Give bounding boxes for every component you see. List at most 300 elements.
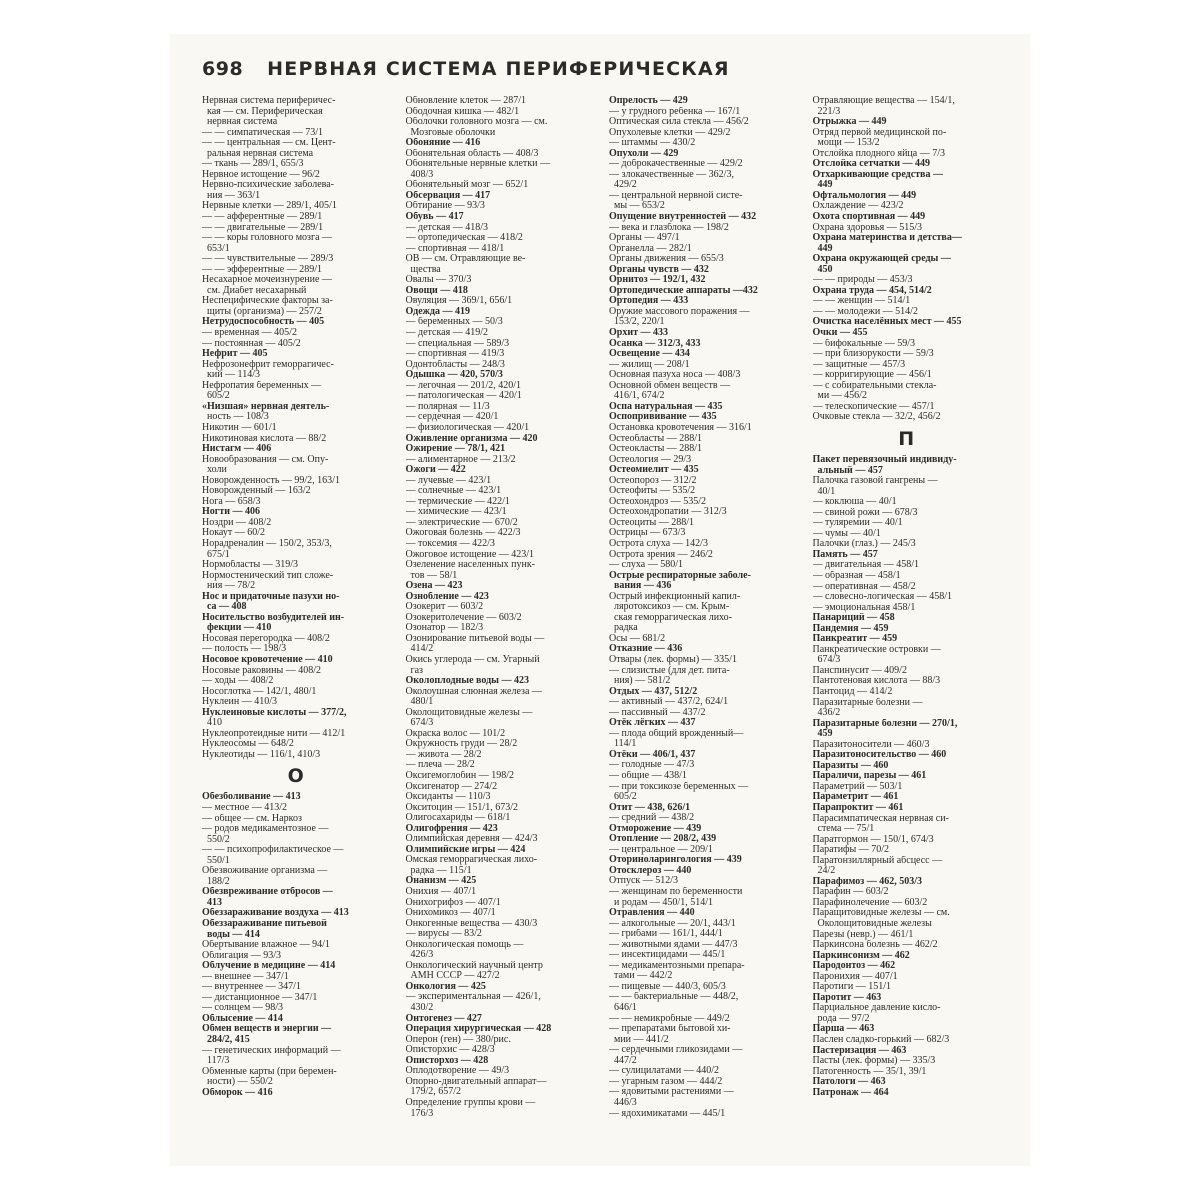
index-entry: — при токсикозе беременных —	[609, 781, 749, 792]
index-entry: Паратонзиллярный абсцесс —	[812, 855, 943, 866]
index-entry: Острый инфекционный капил-	[609, 591, 741, 602]
index-entry: Онкологическая помощь —	[405, 939, 524, 950]
index-entry: Опухоли — 429	[609, 148, 679, 159]
index-entry: радка — 115/1	[405, 865, 472, 876]
index-entry: Оплодотворение — 49/3	[405, 1066, 510, 1077]
index-column-4	[813, 96, 1001, 1119]
index-entry: Ожирение — 78/1, 421	[405, 444, 506, 455]
index-entry: — чумы — 40/1	[812, 528, 881, 539]
index-entry: Обоняние — 416	[405, 138, 481, 149]
index-entry: 179/2, 657/2	[405, 1087, 462, 1098]
index-entry: Органелла — 282/1	[609, 243, 692, 254]
index-entry: — образная — 458/1	[812, 570, 901, 581]
index-entry: 426/3	[405, 950, 434, 961]
index-entry: Паслен сладко-горький — 682/3	[812, 1035, 950, 1046]
index-entry: 653/1	[202, 243, 230, 254]
index-entry: Оспопрививание — 435	[609, 412, 717, 423]
index-entry: 410	[202, 718, 222, 729]
index-entry: — у грудного ребенка — 167/1	[609, 106, 741, 117]
index-entry: Остеокласты — 288/1	[609, 444, 703, 455]
index-entry: Патогенность — 35/1, 39/1	[812, 1066, 927, 1077]
index-entry: — родов медикаментозное —	[202, 824, 329, 835]
index-entry: — — женщин — 514/1	[812, 296, 911, 307]
index-entry: — — бактериальные — 448/2,	[609, 992, 739, 1003]
index-entry: Паразитарные болезни —	[812, 697, 923, 708]
index-entry: — — центральная — см. Цент-	[202, 138, 336, 149]
index-entry: Охота спортивная — 449	[812, 212, 926, 223]
index-entry: нервная система	[202, 117, 278, 128]
index-entry: — плеча — 28/2	[405, 760, 475, 771]
index-entry: — слизистые (для дет. пита-	[609, 665, 730, 676]
index-entry: — с собирательными стекла-	[812, 380, 937, 391]
index-entry: — специальная — 589/3	[405, 338, 510, 349]
index-entry: Обувь — 417	[405, 212, 464, 223]
index-entry: Ожоги — 422	[405, 465, 466, 476]
index-entry: Описторхис — 428/3	[405, 1045, 495, 1056]
index-entry: — солнечные — 423/1	[405, 486, 502, 497]
index-entry: Оториноларингология — 439	[609, 855, 742, 866]
index-entry: Остеомиелит — 435	[609, 465, 699, 476]
index-entry: — местное — 413/2	[202, 803, 288, 813]
index-entry: Отравляющие вещества — 154/1,	[812, 96, 955, 106]
index-entry: — — двигательные — 289/1	[202, 222, 324, 233]
index-column-2	[406, 96, 594, 1119]
index-entry: 675/1	[202, 549, 230, 560]
index-entry: Параметрий — 503/1	[812, 781, 903, 792]
index-entry: Нога — 658/3	[202, 496, 261, 507]
index-entry: — жилищ — 208/1	[609, 359, 690, 370]
index-entry: — свиной рожи — 678/3	[812, 507, 918, 518]
index-entry: ния — 363/1	[202, 190, 261, 201]
index-entry: Ноздри — 408/2	[202, 517, 272, 528]
index-entry: — общее — см. Наркоз	[202, 813, 302, 824]
index-entry: Патологи — 463	[812, 1077, 886, 1088]
index-entry: — — эфферентные — 289/1	[202, 264, 323, 275]
page-number: 698	[202, 58, 244, 80]
index-entry: Палочка газовой гангрены —	[812, 476, 938, 487]
index-entry: Оперон (ген) — 380/рис.	[405, 1034, 511, 1045]
index-entry: 416/1, 674/2	[609, 391, 665, 402]
index-entry: 550/1	[202, 855, 230, 866]
index-entry: — препаратами бытовой хи-	[609, 1024, 731, 1035]
index-entry: Парасимпатическая нервная си-	[812, 813, 949, 824]
index-entry: — словесно-логическая — 458/1	[812, 592, 953, 603]
index-entry: — — симпатическая — 73/1	[202, 127, 324, 138]
index-entry: Обезболивание — 413	[202, 792, 301, 803]
index-entry: Определение группы крови —	[405, 1097, 536, 1108]
index-entry: — телескопические — 457/1	[812, 401, 935, 412]
index-entry: Отказние — 436	[609, 644, 683, 655]
index-entry: Одежда — 419	[405, 306, 470, 317]
index-entry: — внутреннее — 347/1	[202, 982, 301, 993]
index-entry: Орхит — 433	[609, 328, 669, 339]
index-entry: — патологическая — 420/1	[405, 391, 522, 402]
index-entry: Обонятельная область — 408/3	[405, 148, 539, 159]
index-entry: Окружность груди — 28/2	[405, 739, 518, 750]
index-entry: Олигофрения — 423	[405, 823, 498, 834]
index-entry: Описторхоз — 428	[405, 1055, 489, 1066]
index-entry: — ядохимикатами — 445/1	[609, 1108, 726, 1119]
index-entry: Опорно-двигательный аппарат—	[405, 1076, 547, 1087]
index-entry: — вирусы — 83/2	[405, 929, 482, 940]
index-entry: — — психопрофилактическое —	[202, 845, 344, 856]
index-entry: Околощитовидные железы —	[405, 707, 533, 718]
index-entry: Отопление — 208/2, 439	[609, 834, 717, 845]
index-entry: Паротиги — 151/1	[812, 982, 891, 993]
index-entry: — корригирующие — 456/1	[812, 370, 932, 381]
index-column-3	[609, 96, 797, 1119]
index-entry: Околощитовидные железы	[812, 919, 932, 930]
index-entry: Параметрит — 461	[812, 792, 899, 803]
index-entry: радка	[609, 623, 638, 634]
index-entry: Парциальное давление кисло-	[812, 1003, 941, 1014]
index-entry: Палочки (глаз.) — 245/3	[812, 539, 916, 550]
index-entry: Охрана труда — 454, 514/2	[812, 285, 932, 296]
index-entry: Обонятельные нервные клетки —	[405, 159, 551, 170]
index-entry: — сулицилатами — 440/2	[609, 1066, 719, 1077]
index-entry: Нуклеосомы — 648/2	[202, 739, 294, 750]
index-entry: — сердечная — 420/1	[405, 412, 499, 423]
index-entry: Нистагм — 406	[202, 444, 272, 455]
index-entry: 674/3	[812, 655, 841, 666]
index-entry: са — 408	[202, 602, 247, 613]
index-entry: Нуклеин — 410/3	[202, 697, 277, 708]
index-entry: Нефропатия беременных —	[202, 380, 322, 391]
index-entry: Пасты (лек. формы) — 335/3	[812, 1056, 936, 1067]
dictionary-page	[170, 34, 1030, 1166]
index-entry: Охрана материнства и детства—	[812, 233, 962, 244]
index-entry: Нефрит — 405	[202, 349, 268, 360]
index-entry: Парезы (невр.) — 461/1	[812, 929, 914, 940]
index-entry: Ногти — 406	[202, 507, 260, 518]
index-entry: Околоушная слюнная железа —	[405, 686, 542, 697]
index-entry: и родам — 450/1, 514/1	[609, 897, 713, 908]
index-entry: мощи — 153/2	[812, 138, 880, 149]
index-entry: Обновление клеток — 287/1	[405, 96, 526, 106]
index-entry: — спортивная — 419/3	[405, 349, 505, 360]
index-entry: — детская — 418/3	[405, 222, 488, 233]
index-entry: — легочная — 201/2, 420/1	[405, 380, 521, 391]
index-entry: 605/2	[609, 792, 637, 803]
index-entry: — бифокальные — 59/3	[812, 338, 915, 349]
index-entry: — детская — 419/2	[405, 328, 488, 339]
index-entry: — угарным газом — 444/2	[609, 1076, 723, 1087]
index-entry: Очки — 455	[812, 328, 868, 339]
index-entry: — — немикробные — 449/2	[609, 1013, 730, 1024]
index-entry: — — чувствительные — 289/3	[202, 254, 334, 265]
index-entry: 450	[812, 264, 833, 275]
index-entry: — средний — 438/2	[609, 813, 695, 824]
index-entry: Освещение — 434	[609, 349, 690, 360]
index-entry: Оружие массового поражения —	[609, 306, 750, 317]
index-entry: Отморожение — 439	[609, 823, 702, 834]
index-entry: — при близорукости — 59/3	[812, 349, 934, 360]
index-entry: Олимпийские игры — 424	[405, 844, 526, 855]
index-entry: кий — 114/3	[202, 370, 260, 381]
index-entry: Остеология — 29/3	[609, 454, 692, 465]
index-entry: Оксигемоглобин — 198/2	[405, 771, 515, 781]
index-entry: Осанка — 312/3, 433	[609, 338, 701, 349]
index-entry: Онкогенные вещества — 430/3	[405, 918, 538, 929]
index-entry: — ортопедическая — 418/2	[405, 233, 523, 244]
index-entry: — полярная — 11/3	[405, 401, 490, 412]
index-entry: 449	[812, 243, 833, 254]
index-entry: Острые респираторные заболе-	[609, 570, 751, 581]
index-entry: Отосклероз — 440	[609, 865, 692, 876]
index-entry: мии — 441/2	[609, 1034, 669, 1045]
index-entry: Паразитоносители — 460/3	[812, 739, 930, 750]
index-entry: Озонирование питьевой воды —	[405, 633, 545, 644]
index-entry: Остеоциты — 288/1	[609, 517, 695, 528]
index-entry: Никотиновая кислота — 88/2	[202, 433, 327, 444]
index-entry: Озонатор — 182/3	[405, 623, 484, 634]
index-entry: — века и глазблока — 198/2	[609, 222, 729, 233]
index-entry: Носовое кровотечение — 410	[202, 654, 333, 665]
index-entry: Обсервация — 417	[405, 190, 491, 201]
index-entry: 221/3	[812, 106, 841, 117]
index-entry: 188/2	[202, 876, 230, 887]
index-entry: Осы — 681/2	[609, 633, 666, 644]
index-entry: Парафин — 603/2	[812, 887, 889, 898]
index-entry: Охлаждение — 423/2	[812, 201, 904, 212]
index-entry: 414/2	[405, 644, 434, 655]
index-entry: — — коры головного мозга —	[202, 233, 333, 244]
index-entry: Очистка населённых мест — 455	[812, 317, 962, 328]
index-columns	[202, 96, 1000, 1119]
index-entry: Остановка кровотечения — 316/1	[609, 422, 752, 433]
index-entry: Парапроктит — 461	[812, 803, 904, 813]
index-entry: — экспериментальная — 426/1,	[405, 992, 541, 1003]
index-entry: Острота зрения — 246/2	[609, 549, 713, 560]
index-entry: — эмоциональная 458/1	[812, 602, 916, 613]
index-entry: Окись углерода — см. Угарный	[405, 654, 540, 665]
index-entry: Охрана окружающей среды —	[812, 254, 951, 265]
index-entry: 436/2	[812, 708, 841, 719]
index-entry: Обеззараживание воздуха — 413	[202, 908, 349, 919]
section-letter: П	[898, 427, 915, 450]
index-entry: 447/2	[609, 1055, 637, 1066]
index-entry: 176/3	[405, 1108, 434, 1119]
index-entry: 646/1	[609, 1003, 637, 1014]
index-entry: газ	[405, 665, 423, 676]
index-entry: — центральной нервной систе-	[609, 190, 743, 201]
index-entry: — внешнее — 347/1	[202, 971, 289, 982]
index-entry: Онкологический научный центр	[405, 960, 543, 971]
index-entry: — живота — 28/2	[405, 749, 482, 760]
index-entry: — беременных — 50/3	[405, 317, 503, 328]
index-entry: Паращитовидные железы — см.	[812, 908, 950, 919]
index-entry: Нервно-психические заболева-	[202, 180, 334, 191]
index-entry: — двигательная — 458/1	[812, 560, 919, 571]
index-entry: Пантоцид — 414/2	[812, 686, 893, 697]
index-entry: Парша — 463	[812, 1024, 875, 1035]
index-entry: Обертывание влажное — 94/1	[202, 940, 330, 951]
index-entry: Облысение — 414	[202, 1013, 283, 1024]
index-entry: Опухолевые клетки — 429/2	[609, 127, 731, 138]
index-entry: Орнитоз — 192/1, 432	[609, 275, 706, 286]
index-entry: ляротоксикоз — см. Крым-	[609, 602, 730, 613]
index-entry: Овуляция — 369/1, 656/1	[405, 296, 513, 307]
index-entry: — лучевые — 423/1	[405, 475, 492, 486]
index-entry: Паркинсона болезнь — 462/2	[812, 940, 938, 951]
index-entry: Панкреатические островки —	[812, 644, 941, 655]
index-entry: Остеофиты — 535/2	[609, 486, 696, 497]
index-entry: Ознобление — 423	[405, 591, 489, 602]
index-entry: ми — 456/2	[812, 391, 867, 402]
index-entry: Паразиты — 460	[812, 760, 889, 771]
index-entry: — голодные — 47/3	[609, 760, 695, 771]
index-entry: — ткань — 289/1, 655/3	[202, 159, 304, 170]
index-entry: — электрические — 670/2	[405, 517, 518, 528]
index-entry: 459	[812, 729, 833, 740]
index-entry: Паркинсонизм — 462	[812, 950, 910, 961]
index-entry: Онанизм — 425	[405, 876, 477, 887]
index-entry: ния — 78/2	[202, 581, 256, 592]
index-entry: Обморок — 416	[202, 1087, 273, 1098]
index-entry: Остеобласты — 288/1	[609, 433, 703, 444]
index-entry: 114/1	[609, 739, 637, 750]
index-entry: — плода общий врожденный—	[609, 728, 744, 739]
index-entry: Пакет перевязочный индивиду-	[812, 454, 957, 465]
index-entry: Нуклеотиды — 116/1, 410/3	[202, 749, 321, 760]
index-entry: — пищевые — 440/3, 605/3	[609, 981, 726, 992]
index-entry: Нуклеиновые кислоты — 377/2,	[202, 707, 347, 718]
index-entry: Оксигенатор — 274/2	[405, 781, 498, 792]
index-entry: — инсектицидами — 445/1	[609, 950, 726, 961]
index-entry: — защитные — 457/3	[812, 359, 906, 370]
index-entry: Новообразования — см. Опу-	[202, 454, 329, 465]
index-entry: Парафинолечение — 603/2	[812, 897, 928, 908]
index-entry: — термические — 422/1	[405, 496, 510, 507]
index-entry: Остеопороз — 312/2	[609, 475, 697, 486]
index-entry: Параличи, парезы — 461	[812, 771, 927, 782]
index-entry: — животными ядами — 447/3	[609, 939, 738, 950]
index-entry: 449	[812, 180, 833, 191]
index-entry: 24/2	[812, 866, 836, 877]
index-entry: — доброкачественные — 429/2	[609, 159, 743, 170]
index-entry: — центральное — 209/1	[609, 844, 713, 855]
index-entry: Паронихия — 407/1	[812, 971, 898, 982]
index-entry: — медикаментозными препара-	[609, 960, 745, 971]
index-entry: ность — 108/3	[202, 412, 269, 423]
index-entry: вания — 436	[609, 581, 672, 592]
index-entry: — солнцем — 98/3	[202, 1003, 284, 1014]
index-entry: щиты (организма) — 257/2	[202, 306, 322, 317]
index-entry: щества	[405, 264, 441, 275]
index-entry: Отслойка сетчатки — 449	[812, 159, 930, 170]
index-entry: АМН СССР — 427/2	[405, 971, 500, 982]
index-entry: — токсемия — 422/3	[405, 538, 495, 549]
index-entry: 413	[202, 897, 222, 908]
index-entry: Отряд первой медицинской по-	[812, 127, 947, 138]
index-entry: Отпуск — 512/3	[609, 876, 679, 887]
index-entry: Паратифы — 70/2	[812, 845, 890, 856]
index-entry: Паротит — 463	[812, 992, 882, 1003]
index-entry: Норадреналин — 150/2, 353/3,	[202, 538, 332, 549]
index-entry: ОВ — см. Отравляющие ве-	[405, 254, 526, 265]
index-entry: Обезвоживание организма —	[202, 866, 328, 877]
index-entry: Нетрудоспособность — 405	[202, 317, 325, 328]
index-entry: — пассивный — 437/2	[609, 707, 706, 718]
index-entry: Ожоговая болезнь — 422/3	[405, 528, 521, 539]
index-entry: Окраска волос — 101/2	[405, 728, 506, 739]
index-entry: Онихомикоз — 407/1	[405, 908, 496, 919]
index-entry: — коклюша — 40/1	[812, 497, 897, 508]
index-entry: мы — 653/2	[609, 201, 665, 212]
index-entry: Отёк лёгких — 437	[609, 718, 696, 729]
index-entry: Носовые раковины — 408/2	[202, 665, 321, 676]
index-entry: 153/2, 220/1	[609, 317, 665, 328]
index-entry: Паразитарные болезни — 270/1,	[812, 718, 958, 729]
index-entry: 674/3	[405, 718, 434, 729]
index-entry: Память — 457	[812, 549, 878, 560]
index-entry: Ободочная кишка — 482/1	[405, 106, 520, 117]
index-entry: — активный — 437/2, 624/1	[609, 697, 729, 708]
index-entry: Олимпийская деревня — 424/3	[405, 834, 538, 845]
index-entry: — алкогольные — 20/1, 443/1	[609, 918, 736, 929]
index-entry: Обмен веществ и энергии —	[202, 1024, 332, 1035]
index-entry: Обонятельный мозг — 652/1	[405, 180, 529, 191]
index-entry: — женщинам по беременности	[609, 887, 743, 898]
index-entry: Пародонтоз — 462	[812, 961, 896, 972]
index-entry: Отдых — 437, 512/2	[609, 686, 698, 697]
index-entry: 429/2	[609, 180, 637, 191]
index-entry: 605/2	[202, 391, 230, 402]
index-entry: ности) — 550/2	[202, 1077, 273, 1088]
index-entry: Остеохондропатии — 312/3	[609, 507, 727, 518]
index-entry: ральная нервная система	[202, 148, 314, 159]
index-entry: Олигосахариды — 618/1	[405, 813, 511, 824]
index-entry: Озокеритолечение — 603/2	[405, 612, 522, 623]
index-entry: — химические — 423/1	[405, 507, 507, 518]
index-entry: Отслойка плодного яйца — 7/3	[812, 148, 946, 159]
index-entry: — — молодежи — 514/2	[812, 306, 918, 317]
index-entry: — полость — 198/3	[202, 644, 287, 655]
index-entry: Нормобласты — 319/3	[202, 560, 298, 571]
index-entry: Онихогрифоз — 407/1	[405, 897, 501, 908]
index-entry: кая — см. Периферическая	[202, 106, 323, 117]
index-entry: холи	[202, 465, 227, 476]
index-entry: Нокаут — 60/2	[202, 528, 266, 539]
index-entry: Отёки — 406/1, 437	[609, 749, 696, 760]
index-entry: альный — 457	[812, 465, 883, 476]
index-entry: — постоянная — 405/2	[202, 338, 301, 349]
index-entry: Острота слуха — 142/3	[609, 538, 708, 549]
index-entry: 117/3	[202, 1056, 230, 1067]
index-entry: 550/2	[202, 834, 230, 845]
index-entry: — временная — 405/2	[202, 328, 297, 339]
index-entry: Носовая перегородка — 408/2	[202, 633, 330, 644]
index-entry: Охрана здоровья — 515/3	[812, 222, 922, 233]
index-entry: Нервные клетки — 289/1, 405/1	[202, 201, 337, 212]
index-entry: Нефрозонефрит геморрагичес-	[202, 359, 334, 370]
index-entry: Обезвреживание отбросов —	[202, 887, 333, 898]
index-entry: Парафимоз — 462, 503/3	[812, 876, 922, 887]
index-entry: — сердечными гликозидами —	[609, 1045, 743, 1056]
index-entry: Омская геморрагическая лихо-	[405, 855, 538, 866]
index-entry: Новорожденный — 163/2	[202, 486, 311, 497]
index-entry: Очковые стекла — 32/2, 456/2	[812, 412, 941, 423]
index-entry: Панспинусит — 409/2	[812, 665, 907, 676]
index-entry: Новорожденность — 99/2, 163/1	[202, 475, 340, 486]
index-entry: Опущение внутренностей — 432	[609, 212, 757, 223]
index-entry: Никотин — 601/1	[202, 422, 277, 433]
index-entry: Ортопедические аппараты —432	[609, 285, 758, 296]
index-entry: — грибами — 161/1, 444/1	[609, 929, 723, 940]
index-entry: — дистанционное — 347/1	[202, 992, 318, 1003]
index-entry: Озокерит — 603/2	[405, 602, 484, 613]
index-entry: тами — 442/2	[609, 971, 673, 982]
